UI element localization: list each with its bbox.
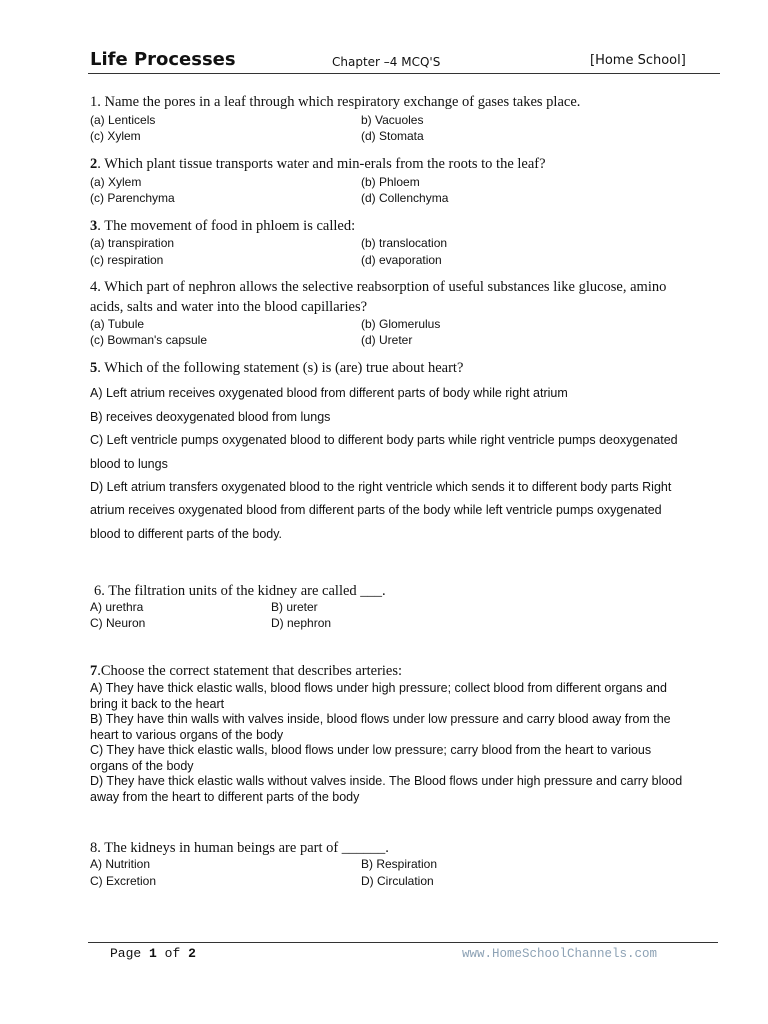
- page-total: 2: [188, 946, 196, 961]
- q1-option-a: (a) Lenticels: [90, 113, 156, 127]
- q5-line-2: B) receives deoxygenated blood from lungs: [90, 410, 331, 424]
- question-3-stem: [90, 218, 355, 235]
- question-7-text: .Choose the correct statement that describes arteries:: [97, 663, 403, 679]
- q7-line-2: bring it back to the heart: [90, 697, 225, 711]
- chapter-label: Chapter –4 MCQ'S: [332, 55, 441, 69]
- question-5-stem: [90, 360, 463, 377]
- question-3-number: 3: [90, 218, 98, 234]
- question-2-number: 2: [90, 156, 98, 172]
- question-7-number: 7: [90, 663, 98, 679]
- q1-option-c: (c) Xylem: [90, 129, 141, 143]
- question-3-text: . The movement of food in phloem is called:: [97, 218, 356, 234]
- q1-option-d: (d) Stomata: [361, 129, 424, 143]
- q6-option-d: D) nephron: [271, 616, 332, 630]
- question-6-stem: 6. The filtration units of the kidney are called ___.: [94, 583, 386, 599]
- q2-option-c: (c) Parenchyma: [90, 191, 175, 205]
- page-prefix: Page: [110, 946, 142, 961]
- question-2-stem: [90, 156, 546, 173]
- q7-line-3: B) They have thin walls with valves inside, blood flows under low pressure and carry blood away from the: [90, 712, 671, 726]
- q4-option-a: (a) Tubule: [90, 317, 145, 331]
- q7-line-1: A) They have thick elastic walls, blood flows under high pressure; collect blood from different organs and: [90, 681, 667, 695]
- q3-option-a: (a) transpiration: [90, 236, 175, 250]
- question-4-stem-line-2: acids, salts and water into the blood capillaries?: [90, 299, 368, 315]
- q5-line-7: blood to different parts of the body.: [90, 527, 283, 541]
- q4-option-c: (c) Bowman's capsule: [90, 333, 207, 347]
- q7-line-4: heart to various organs of the body: [90, 728, 284, 742]
- q3-option-b: (b) translocation: [361, 236, 448, 250]
- website-link[interactable]: www.HomeSchoolChannels.com: [462, 947, 658, 961]
- q4-option-b: (b) Glomerulus: [361, 317, 441, 331]
- q3-option-d: (d) evaporation: [361, 253, 442, 267]
- q2-option-b: (b) Phloem: [361, 175, 420, 189]
- question-4-stem-line-1: 4. Which part of nephron allows the selective reabsorption of useful substances like glucose, amino: [90, 279, 667, 295]
- page-title: Life Processes: [90, 49, 236, 70]
- school-label: [Home School]: [590, 53, 686, 68]
- q8-option-a: A) Nutrition: [90, 857, 151, 871]
- footer-divider: [88, 942, 718, 943]
- page-number: 1: [149, 946, 157, 961]
- q7-line-8: away from the heart to different parts of the body: [90, 790, 360, 804]
- page-counter: [110, 946, 196, 961]
- q8-option-c: C) Excretion: [90, 874, 157, 888]
- question-5-number: 5: [90, 360, 98, 376]
- q6-option-a: A) urethra: [90, 600, 144, 614]
- q5-line-3: C) Left ventricle pumps oxygenated blood to different body parts while right ventricle pumps deoxygenated: [90, 433, 678, 447]
- q5-line-4: blood to lungs: [90, 457, 168, 471]
- header-divider: [88, 73, 720, 74]
- q2-option-d: (d) Collenchyma: [361, 191, 449, 205]
- page-of: of: [164, 946, 181, 961]
- q6-option-c: C) Neuron: [90, 616, 146, 630]
- q7-line-7: D) They have thick elastic walls without valves inside. The Blood flows under high pressure and carry blood: [90, 774, 683, 788]
- q5-line-1: A) Left atrium receives oxygenated blood from different parts of body while right atrium: [90, 386, 568, 400]
- q2-option-a: (a) Xylem: [90, 175, 142, 189]
- question-2-text: . Which plant tissue transports water and min-erals from the roots to the leaf?: [97, 156, 546, 172]
- question-7-stem: [90, 663, 402, 680]
- question-8-stem: 8. The kidneys in human beings are part of ______.: [90, 840, 389, 856]
- question-1-stem: 1. Name the pores in a leaf through which respiratory exchange of gases takes place.: [90, 94, 581, 110]
- q8-option-d: D) Circulation: [361, 874, 434, 888]
- q6-option-b: B) ureter: [271, 600, 318, 614]
- q3-option-c: (c) respiration: [90, 253, 164, 267]
- q7-line-5: C) They have thick elastic walls, blood flows under low pressure; carry blood from the heart to various: [90, 743, 652, 757]
- q8-option-b: B) Respiration: [361, 857, 438, 871]
- q5-line-6: atrium receives oxygenated blood from different parts of the body while left ventricle pumps oxygenated: [90, 503, 662, 517]
- q5-line-5: D) Left atrium transfers oxygenated blood to the right ventricle which sends it to different body parts Right: [90, 480, 672, 494]
- q1-option-b: b) Vacuoles: [361, 113, 424, 127]
- q4-option-d: (d) Ureter: [361, 333, 413, 347]
- question-5-text: . Which of the following statement (s) is (are) true about heart?: [97, 360, 464, 376]
- q7-line-6: organs of the body: [90, 759, 194, 773]
